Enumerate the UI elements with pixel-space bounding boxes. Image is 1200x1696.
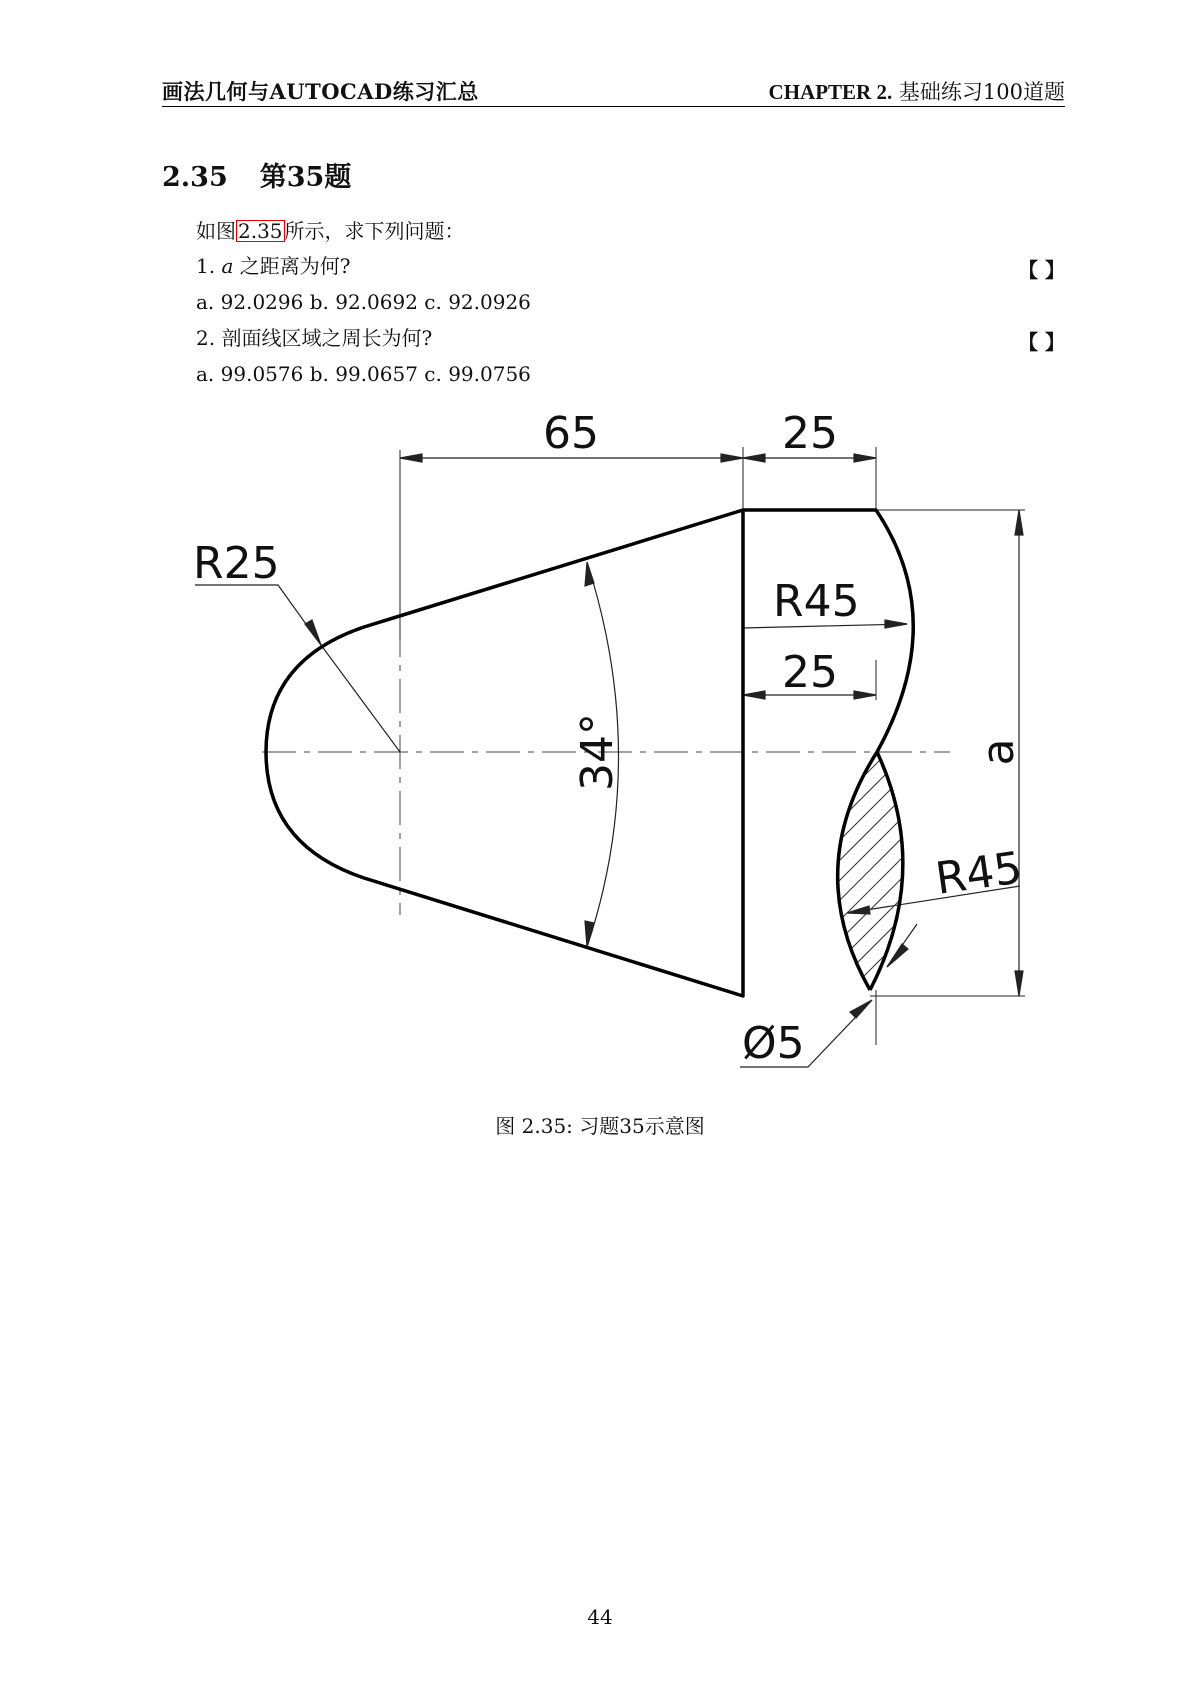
- section-hatching: [780, 560, 1000, 1060]
- question-2-answer-bracket: 【 】: [1018, 330, 1065, 354]
- radius-45-upper-label: R45: [773, 576, 860, 627]
- chapter-title: 基础练习100道题: [898, 80, 1065, 104]
- cone-body: [266, 510, 743, 996]
- question-2-number: 2.: [196, 326, 216, 350]
- question-1-variable: a: [221, 254, 234, 278]
- dimension-25-top-label: 25: [782, 408, 838, 459]
- question-1-number: 1.: [196, 254, 216, 278]
- intro-prefix: 如图: [196, 219, 236, 243]
- question-1-text: 之距离为何?: [233, 254, 351, 278]
- radius-45-lower-label: R45: [932, 842, 1026, 905]
- page-number: 44: [587, 1605, 613, 1629]
- figure-caption: 图 2.35: 习题35示意图: [495, 1114, 705, 1138]
- chapter-number: CHAPTER 2.: [768, 80, 893, 104]
- extension-lines: [400, 447, 1025, 1045]
- radius-25-label: R25: [193, 538, 280, 589]
- intro-suffix: 所示，求下列问题：: [284, 219, 465, 243]
- angle-34-label: 34°: [572, 713, 623, 791]
- lens-left-arc: [838, 752, 877, 990]
- section-number: 2.35: [162, 162, 228, 193]
- figure-reference-link[interactable]: 2.35: [238, 219, 283, 243]
- diameter-5-label: Ø5: [742, 1018, 805, 1069]
- dimension-65-label: 65: [543, 408, 599, 459]
- center-lines: [262, 455, 950, 915]
- upper-r45-arc: [743, 510, 913, 752]
- question-1-options: a. 92.0296 b. 92.0692 c. 92.0926: [196, 290, 531, 314]
- section-title: 第35题: [259, 162, 352, 193]
- dimension-25-middle-label: 25: [782, 647, 838, 698]
- running-header-book-title: 画法几何与AUTOCAD练习汇总: [162, 79, 479, 104]
- question-2-text: 剖面线区域之周长为何?: [221, 326, 433, 350]
- dimension-a-label: a: [973, 738, 1024, 766]
- question-1-answer-bracket: 【 】: [1018, 258, 1065, 282]
- question-2-options: a. 99.0576 b. 99.0657 c. 99.0756: [196, 362, 531, 386]
